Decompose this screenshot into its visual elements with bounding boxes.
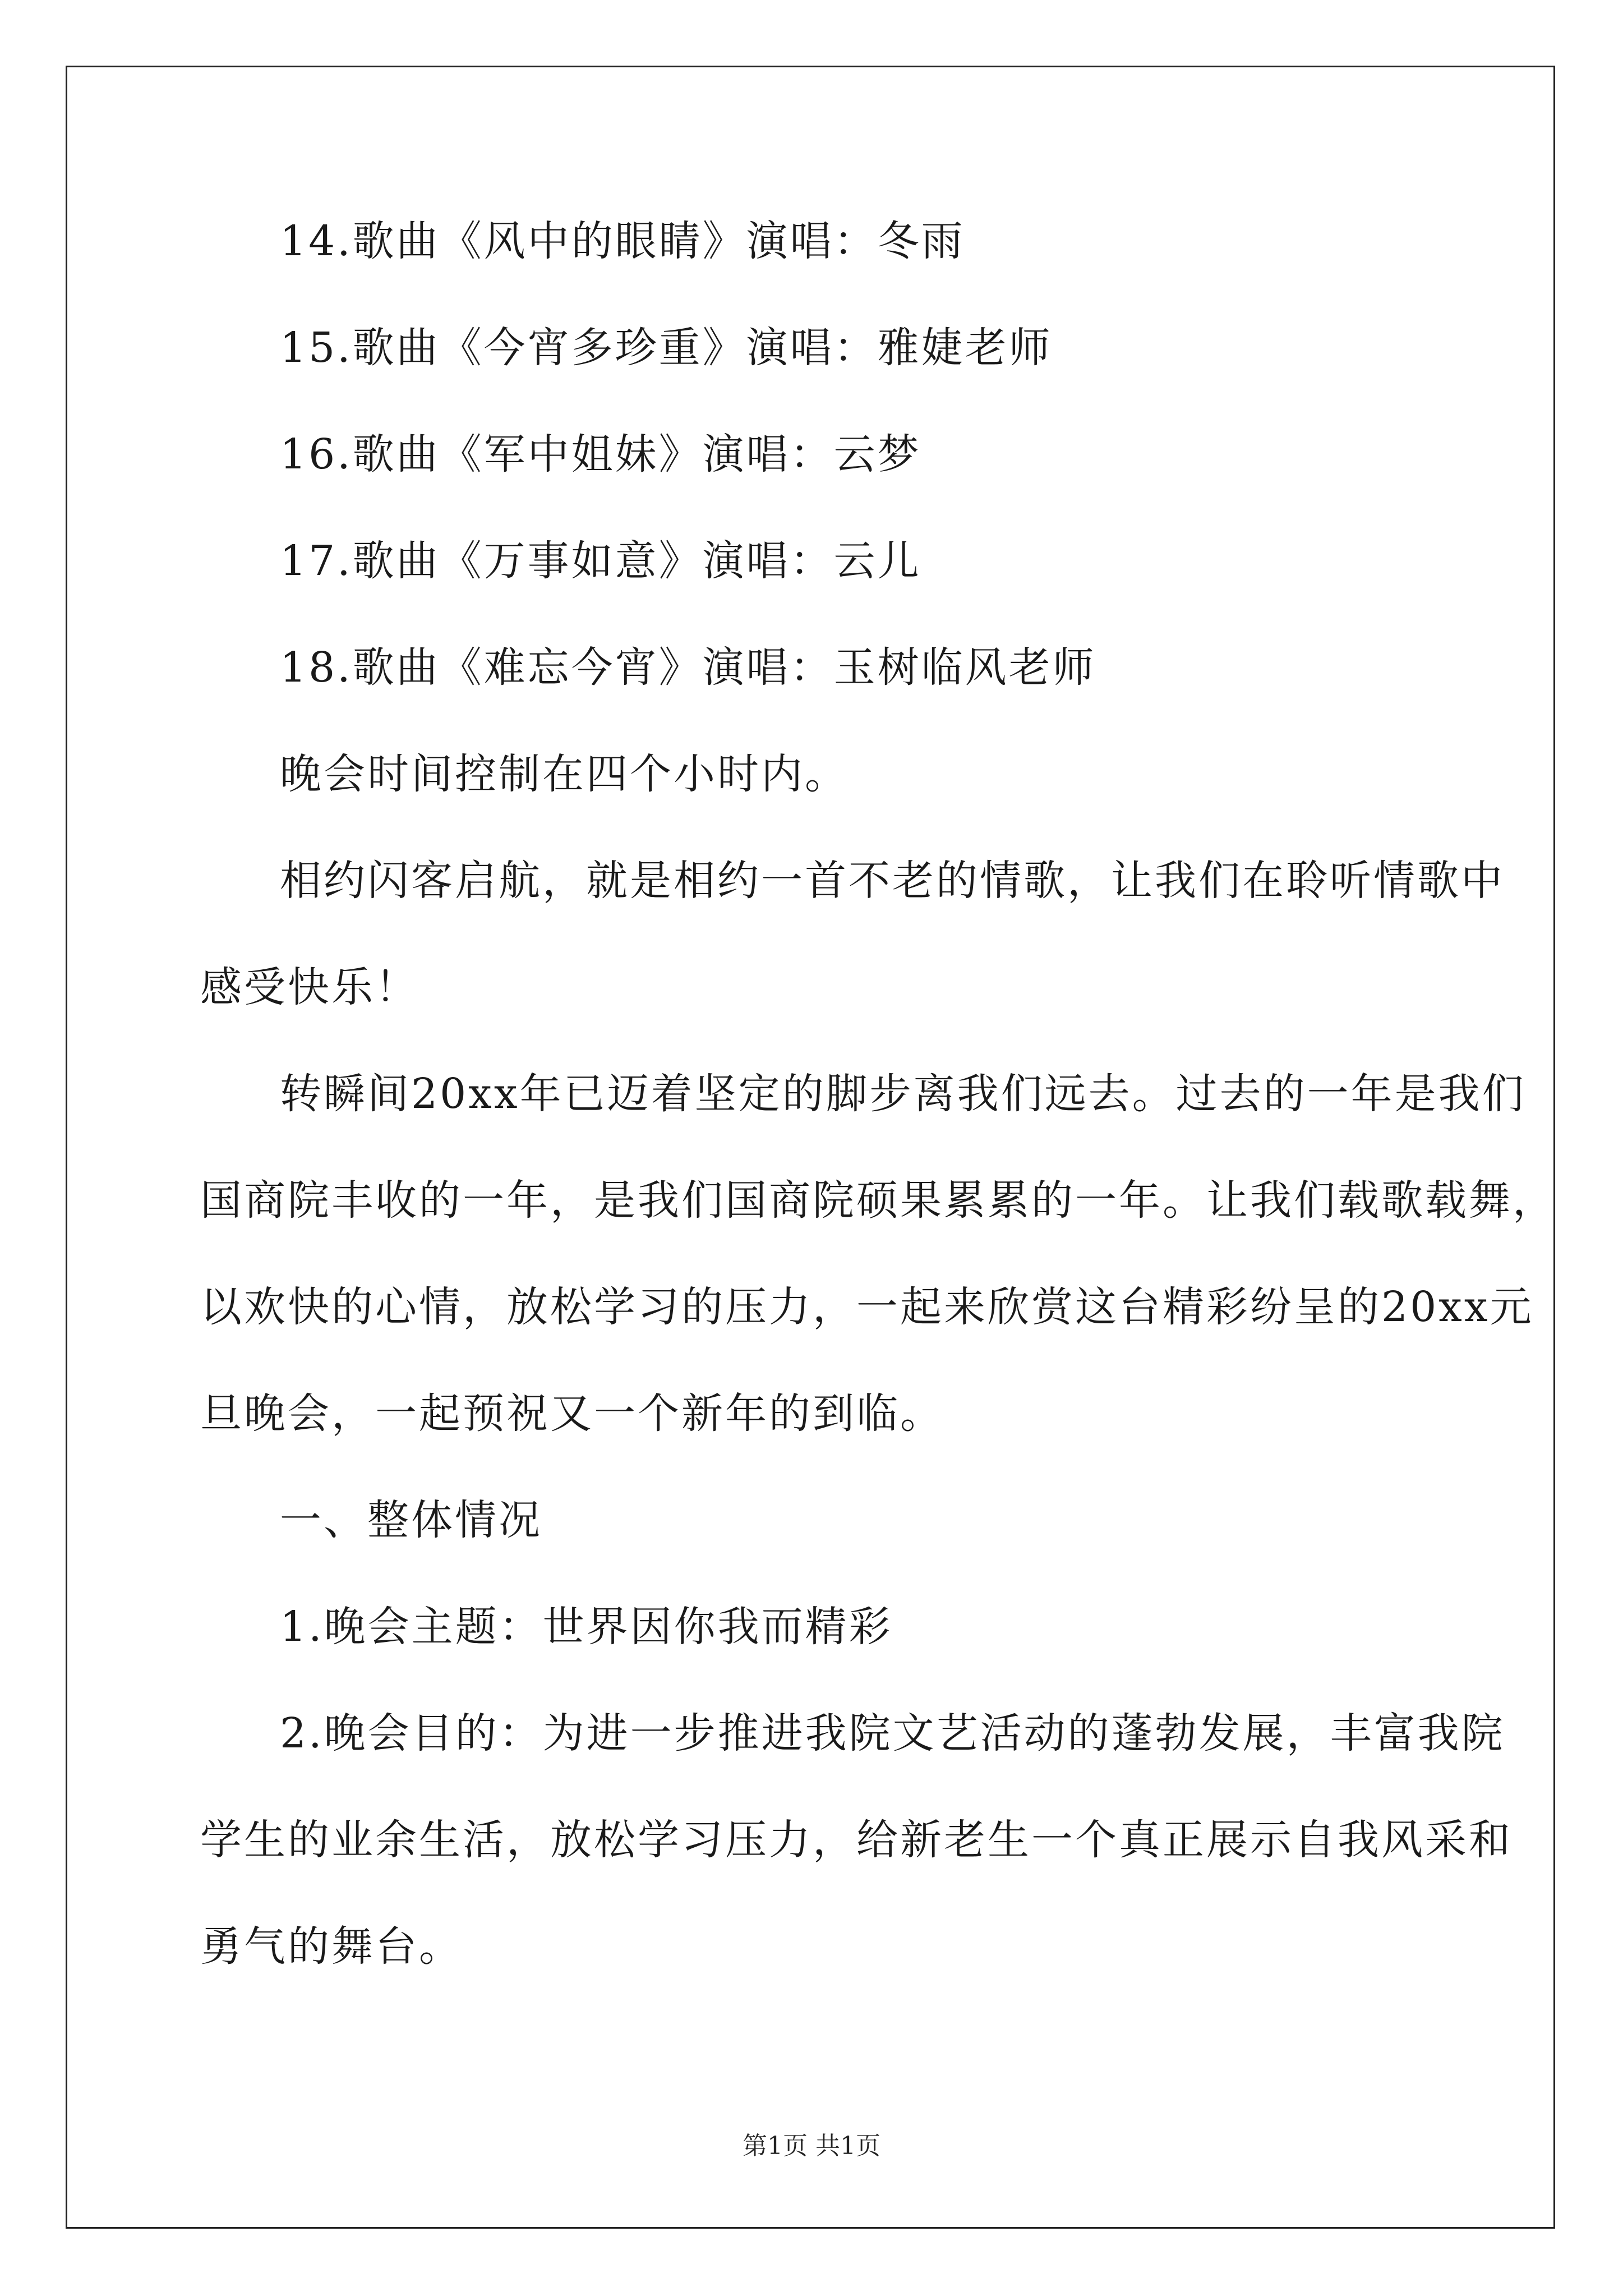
program-item-15: 15.歌曲《今宵多珍重》演唱：雅婕老师	[280, 324, 1053, 372]
page-number-footer: 第1页 共1页	[743, 2132, 880, 2160]
paragraph-invitation-line-1: 相约闪客启航，就是相约一首不老的情歌，让我们在聆听情歌中	[280, 857, 1505, 905]
overview-purpose-line-3: 勇气的舞台。	[200, 1922, 463, 1971]
overview-theme: 1.晚会主题：世界因你我而精彩	[280, 1603, 893, 1651]
section-heading-overview: 一、整体情况	[280, 1496, 542, 1544]
program-item-16: 16.歌曲《军中姐妹》演唱：云梦	[280, 430, 921, 478]
overview-purpose-line-2: 学生的业余生活，放松学习压力，给新老生一个真正展示自我风采和	[200, 1816, 1513, 1864]
program-item-18: 18.歌曲《难忘今宵》演唱：玉树临风老师	[280, 643, 1096, 692]
page-border	[66, 66, 1555, 2229]
paragraph-duration: 晚会时间控制在四个小时内。	[280, 750, 849, 798]
paragraph-intro-line-4: 旦晚会，一起预祝又一个新年的到临。	[200, 1389, 944, 1438]
paragraph-intro-line-3: 以欢快的心情，放松学习的压力，一起来欣赏这台精彩纷呈的20xx元	[200, 1283, 1534, 1331]
program-item-14: 14.歌曲《风中的眼睛》演唱：冬雨	[280, 217, 965, 265]
paragraph-intro-line-1: 转瞬间20xx年已迈着坚定的脚步离我们远去。过去的一年是我们	[280, 1070, 1526, 1118]
paragraph-intro-line-2: 国商院丰收的一年，是我们国商院硕果累累的一年。让我们载歌载舞，	[200, 1176, 1556, 1225]
overview-purpose-line-1: 2.晚会目的：为进一步推进我院文艺活动的蓬勃发展，丰富我院	[280, 1709, 1505, 1757]
program-item-17: 17.歌曲《万事如意》演唱：云儿	[280, 537, 921, 585]
paragraph-invitation-line-2: 感受快乐！	[200, 963, 419, 1011]
